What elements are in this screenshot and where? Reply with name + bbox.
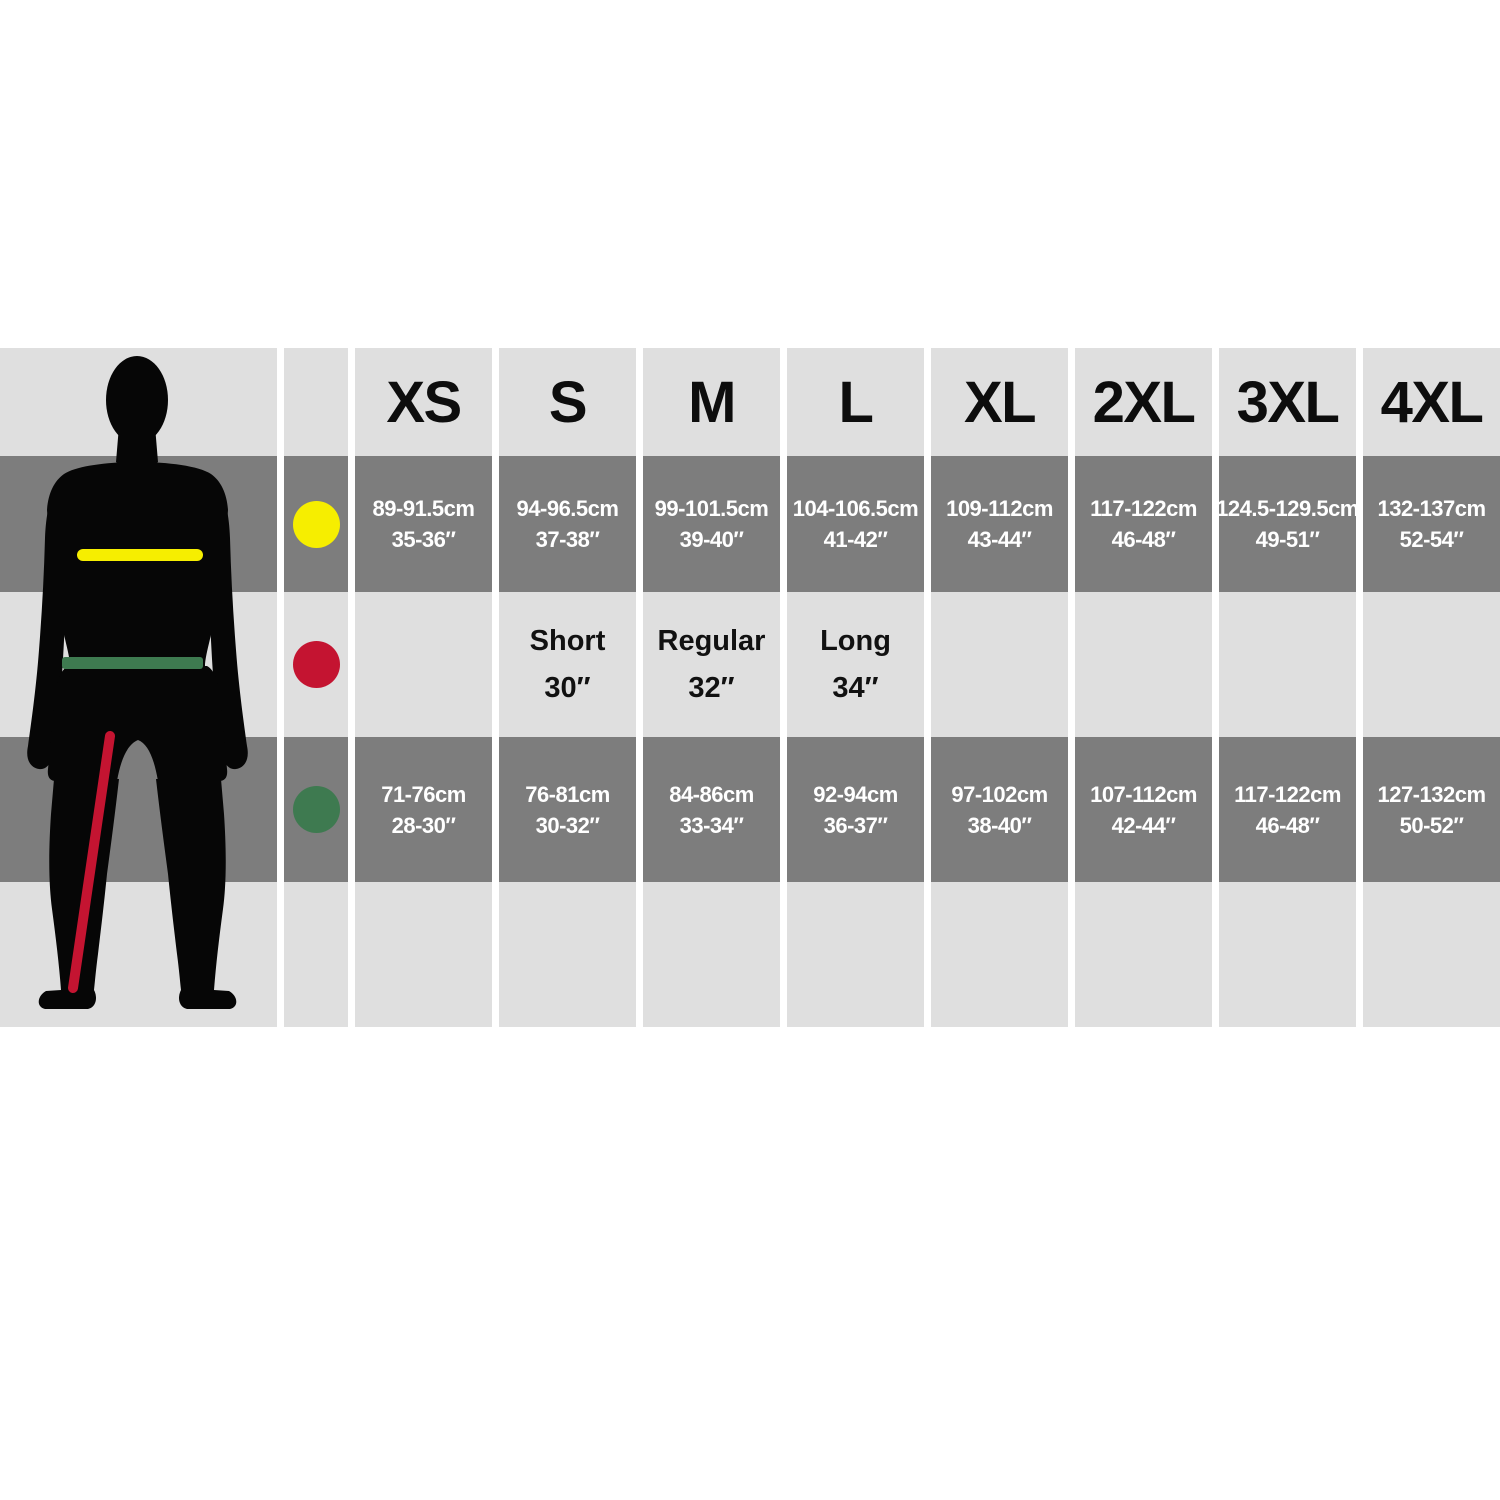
size-col-header-3xl: 3XL	[1219, 348, 1356, 456]
filler-cell-l	[787, 882, 924, 1027]
leg-length-cell-3xl	[1219, 592, 1356, 737]
chest-marker-dot	[293, 501, 340, 548]
waist-cell-l: 92-94cm 36-37″	[787, 737, 924, 882]
figure-footer-cell	[0, 882, 277, 1027]
chest-cell-s: 94-96.5cm 37-38″	[499, 456, 636, 592]
inside-leg-marker-cell	[284, 592, 348, 737]
size-col-header-s: S	[499, 348, 636, 456]
size-chart-table	[0, 348, 1500, 1027]
leg-length-cell-4xl	[1363, 592, 1500, 737]
chest-cell-4xl: 132-137cm 52-54″	[1363, 456, 1500, 592]
chest-cell-l: 104-106.5cm 41-42″	[787, 456, 924, 592]
waist-cell-2xl: 107-112cm 42-44″	[1075, 737, 1212, 882]
waist-marker-cell	[284, 737, 348, 882]
figure-band-chest	[0, 456, 277, 592]
chest-cell-m: 99-101.5cm 39-40″	[643, 456, 780, 592]
waist-cell-4xl: 127-132cm 50-52″	[1363, 737, 1500, 882]
size-col-header-l: L	[787, 348, 924, 456]
size-col-header-xs: XS	[355, 348, 492, 456]
filler-cell-3xl	[1219, 882, 1356, 1027]
waist-cell-m: 84-86cm 33-34″	[643, 737, 780, 882]
waist-cell-xl: 97-102cm 38-40″	[931, 737, 1068, 882]
filler-cell-4xl	[1363, 882, 1500, 1027]
figure-header-cell	[0, 348, 277, 456]
leg-length-cell-l: Long 34″	[787, 592, 924, 737]
filler-cell-m	[643, 882, 780, 1027]
filler-cell-s	[499, 882, 636, 1027]
filler-cell-xs	[355, 882, 492, 1027]
leg-length-cell-m: Regular 32″	[643, 592, 780, 737]
size-col-header-xl: XL	[931, 348, 1068, 456]
waist-cell-3xl: 117-122cm 46-48″	[1219, 737, 1356, 882]
chest-marker-cell	[284, 456, 348, 592]
size-col-header-m: M	[643, 348, 780, 456]
waist-marker-dot	[293, 786, 340, 833]
size-col-header-2xl: 2XL	[1075, 348, 1212, 456]
figure-band-leg	[0, 737, 277, 882]
inside-leg-marker-dot	[293, 641, 340, 688]
leg-length-cell-xl	[931, 592, 1068, 737]
waist-cell-s: 76-81cm 30-32″	[499, 737, 636, 882]
chest-cell-3xl: 124.5-129.5cm 49-51″	[1219, 456, 1356, 592]
marker-header-cell	[284, 348, 348, 456]
filler-cell-2xl	[1075, 882, 1212, 1027]
leg-length-cell-2xl	[1075, 592, 1212, 737]
marker-footer-cell	[284, 882, 348, 1027]
leg-length-cell-s: Short 30″	[499, 592, 636, 737]
chest-cell-xs: 89-91.5cm 35-36″	[355, 456, 492, 592]
leg-length-cell-xs	[355, 592, 492, 737]
waist-cell-xs: 71-76cm 28-30″	[355, 737, 492, 882]
figure-band-hip	[0, 592, 277, 737]
chest-cell-xl: 109-112cm 43-44″	[931, 456, 1068, 592]
chest-cell-2xl: 117-122cm 46-48″	[1075, 456, 1212, 592]
size-col-header-4xl: 4XL	[1363, 348, 1500, 456]
filler-cell-xl	[931, 882, 1068, 1027]
